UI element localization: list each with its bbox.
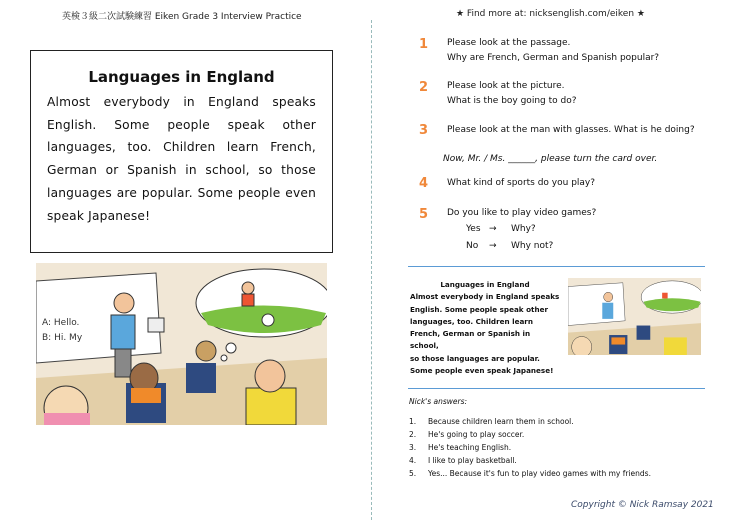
question-number: 3 (419, 123, 429, 138)
header-link: ★ Find more at: nicksenglish.com/eiken ★ (456, 9, 645, 19)
question-text: Do you like to play video games? (447, 208, 597, 218)
mini-passage-line: Some people even speak Japanese! (410, 366, 554, 376)
passage-title: Languages in England (88, 68, 275, 86)
answer-text: Because children learn them in school. (428, 417, 574, 426)
board-text-1: A: Hello. (42, 318, 80, 328)
arrow-icon: → (489, 224, 497, 234)
question-number: 4 (419, 176, 429, 191)
question-text: What is the boy going to do? (447, 96, 577, 106)
answer-number: 5. (409, 469, 417, 478)
question-text: What kind of sports do you play? (447, 178, 596, 188)
mini-classroom-picture (568, 278, 701, 355)
answer-number: 2. (409, 430, 417, 439)
question-number: 1 (419, 37, 429, 52)
mini-passage-line: so those languages are popular. (410, 353, 540, 363)
question-text: Please look at the passage. (447, 38, 571, 48)
question-number: 2 (419, 80, 429, 95)
mini-passage (410, 279, 560, 377)
followup-question: Why? (511, 224, 536, 234)
answer-text: He's going to play soccer. (428, 430, 525, 439)
answer-number: 3. (409, 443, 417, 452)
followup-answer: Yes (466, 224, 481, 234)
question-text: Please look at the man with glasses. What is he doing? (447, 125, 695, 135)
divider-rule (408, 266, 705, 267)
divider-rule (408, 388, 705, 389)
arrow-icon: → (489, 241, 497, 251)
followup-question: Why not? (511, 241, 554, 251)
transition-line: Now, Mr. / Ms. ______, please turn the card over. (443, 154, 658, 164)
question-text: Please look at the picture. (447, 81, 565, 91)
answer-number: 1. (409, 417, 417, 426)
classroom-picture (36, 263, 327, 425)
board-text-2: B: Hi. My (42, 333, 83, 343)
answer-text: I like to play basketball. (428, 456, 517, 465)
followup-answer: No (466, 241, 479, 251)
mini-passage-line: French, German or Spanish in school, (410, 329, 531, 351)
mini-passage-line: English. Some people speak other (410, 304, 548, 314)
answer-text: He's teaching English. (428, 443, 512, 452)
header-title: 英検３級二次試験練習 Eiken Grade 3 Interview Practice (62, 12, 302, 22)
mini-passage-line: languages, too. Children learn (410, 316, 533, 326)
answers-title: Nick's answers: (409, 397, 468, 406)
passage-body: Almost everybody in England speaks English. Some people speak other languages, too. Children learn French, German or Spanish in school, so those languages are popular. Some people even speak Japanese! (47, 95, 316, 223)
mini-passage-line: Almost everybody in England speaks (410, 292, 560, 302)
answer-text: Yes... Because it's fun to play video games with my friends. (428, 469, 651, 478)
question-number: 5 (419, 207, 429, 222)
mini-passage-title: Languages in England (440, 280, 530, 289)
page-divider (371, 20, 372, 520)
copyright: Copyright © Nick Ramsay 2021 (571, 500, 714, 510)
passage-box (30, 50, 333, 253)
answer-number: 4. (409, 456, 417, 465)
question-text: Why are French, German and Spanish popular? (447, 53, 660, 63)
